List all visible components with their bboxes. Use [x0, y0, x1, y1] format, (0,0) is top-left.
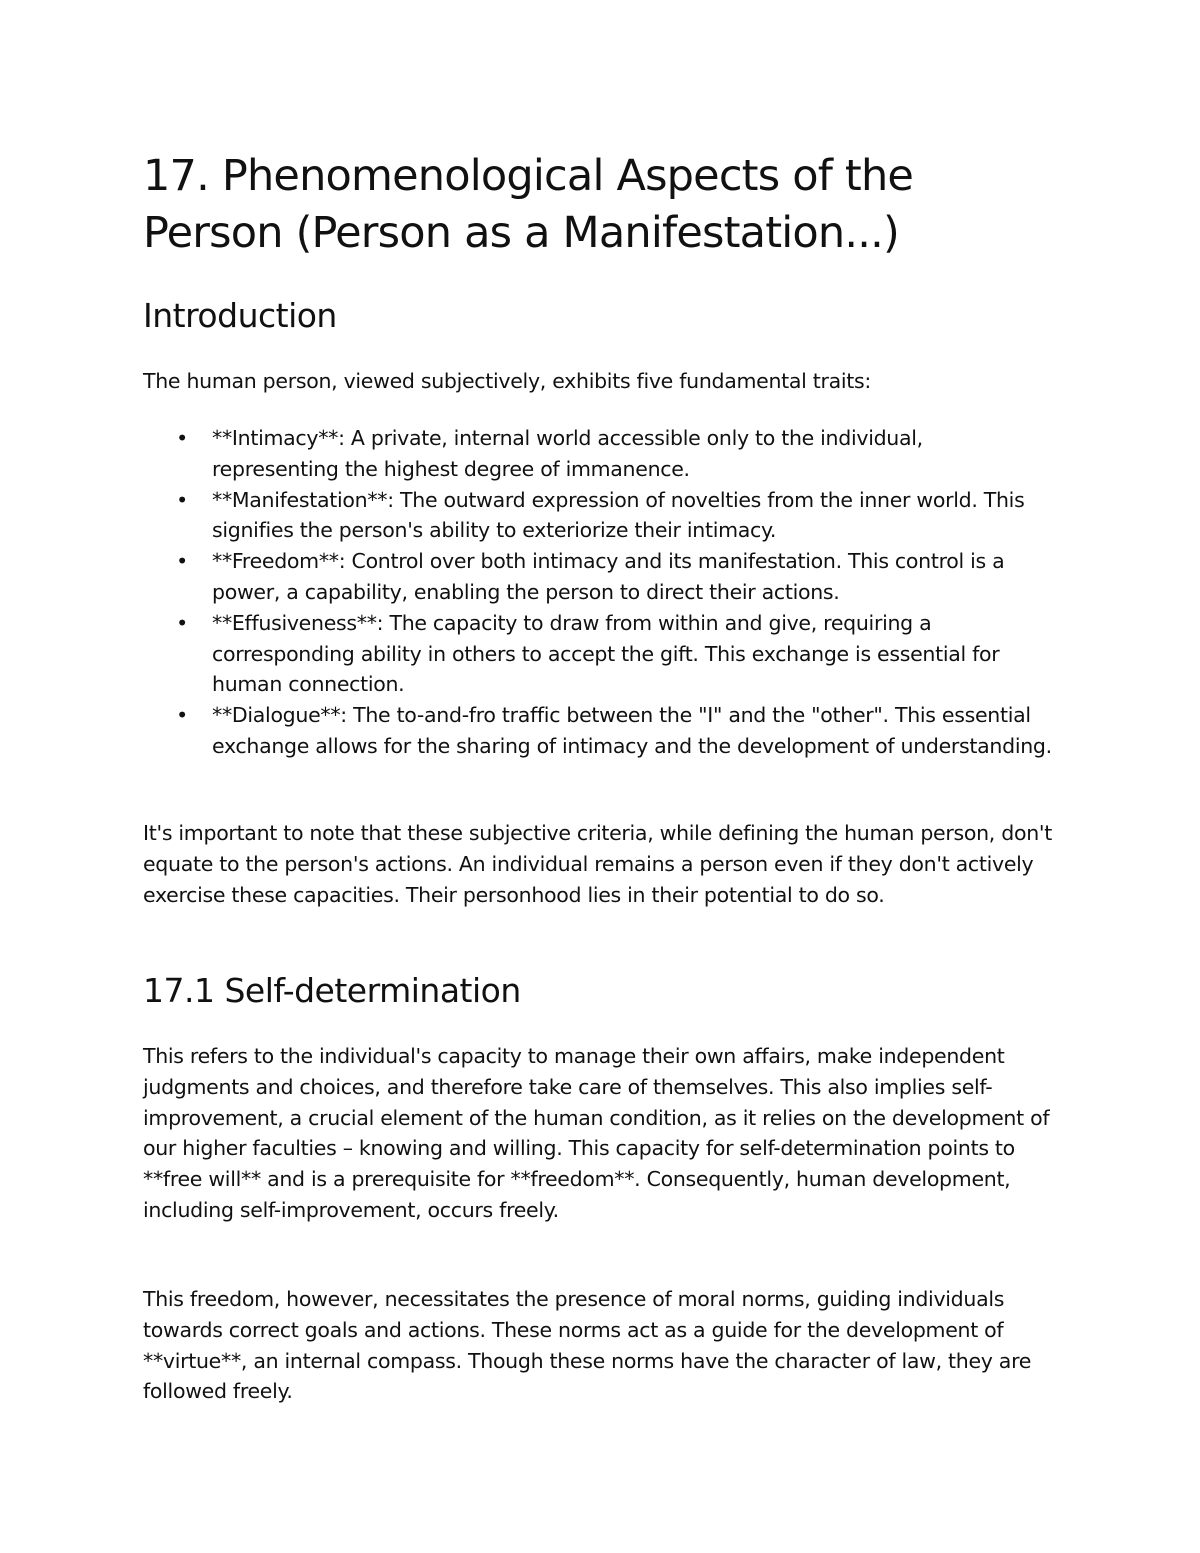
- bullet-icon: •: [176, 610, 188, 635]
- self-determination-paragraph-2: This freedom, however, necessitates the presence of moral norms, guiding individuals towards correct goals and actions. These norms act as a guide for the development of **virtue**, an internal compass. Though these norms have the character of law, they are followed freely.: [143, 1287, 1032, 1404]
- list-item: [143, 485, 1055, 547]
- intro-note-paragraph: It's important to note that these subjective criteria, while defining the human person, don't equate to the person's actions. An individual remains a person even if they don't actively exercise these capacities. Their personhood lies in their potential to do so.: [143, 821, 1052, 907]
- section-heading-self-determination: 17.1 Self-determination: [143, 971, 521, 1010]
- intro-lead-paragraph: The human person, viewed subjectively, exhibits five fundamental traits:: [143, 369, 872, 393]
- list-item: [143, 700, 1055, 762]
- list-item-text: **Dialogue**: The to-and-fro traffic between the "I" and the "other". This essential exchange allows for the sharing of intimacy and the development of understanding.: [212, 703, 1052, 758]
- page-title: 17. Phenomenological Aspects of the Person (Person as a Manifestation...): [143, 151, 914, 258]
- traits-list: [143, 423, 1055, 762]
- self-determination-paragraph-1: This refers to the individual's capacity to manage their own affairs, make independent judgments and choices, and therefore take care of themselves. This also implies self-improvement, a crucial element of the human condition, as it relies on the development of our higher faculties – knowing and willing. This capacity for self-determination points to **free will** and is a prerequisite for **freedom**. Consequently, human development, including self-improvement, occurs freely.: [143, 1044, 1050, 1222]
- bullet-icon: •: [176, 426, 188, 450]
- section-heading-introduction: Introduction: [143, 296, 337, 335]
- bullet-icon: •: [176, 549, 188, 574]
- list-item-text: **Manifestation**: The outward expression of novelties from the inner world. This signifies the person's ability to exteriorize their intimacy.: [212, 487, 1025, 543]
- bullet-icon: •: [176, 487, 188, 512]
- list-item-text: **Intimacy**: A private, internal world accessible only to the individual, representing the highest degree of immanence.: [212, 426, 923, 481]
- list-item: [143, 608, 1055, 700]
- list-item-text: **Freedom**: Control over both intimacy and its manifestation. This control is a power, a capability, enabling the person to direct their actions.: [212, 549, 1005, 604]
- list-item: [143, 423, 1055, 485]
- list-item: [143, 546, 1055, 608]
- bullet-icon: •: [176, 703, 188, 728]
- list-item-text: **Effusiveness**: The capacity to draw from within and give, requiring a corresponding ability in others to accept the gift. This exchange is essential for human connection.: [212, 610, 1000, 697]
